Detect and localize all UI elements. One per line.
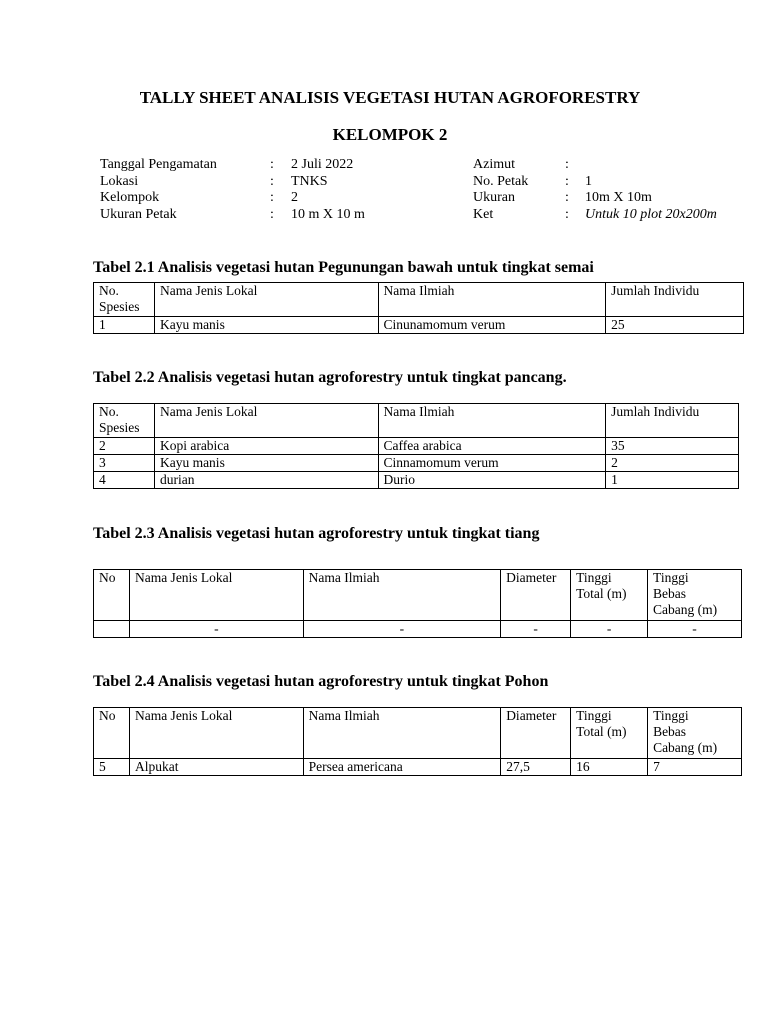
header-text: Spesies	[99, 299, 140, 314]
table-cell: Kopi arabica	[154, 438, 378, 455]
header-text: Total (m)	[576, 724, 627, 739]
info-value: 2 Juli 2022	[291, 157, 354, 172]
table-cell: Caffea arabica	[378, 438, 606, 455]
header-text: Tinggi	[576, 708, 612, 723]
document-subtitle: KELOMPOK 2	[332, 125, 448, 144]
table4-caption: Tabel 2.4 Analisis vegetasi hutan agroforestry untuk tingkat Pohon	[93, 673, 549, 690]
table-header-row	[94, 570, 742, 621]
table-cell: 2	[606, 455, 739, 472]
table-cell: 25	[606, 317, 744, 334]
header-text: Bebas	[653, 724, 687, 739]
table2	[93, 403, 739, 489]
info-value: 10 m X 10 m	[291, 206, 365, 222]
table-cell: -	[571, 621, 648, 638]
document-title: TALLY SHEET ANALISIS VEGETASI HUTAN AGROFORESTRY	[139, 88, 641, 107]
table-cell	[94, 621, 130, 638]
header-text: Tinggi	[653, 708, 689, 723]
table4	[93, 707, 742, 776]
header-text: Cabang (m)	[653, 740, 718, 755]
info-sep: :	[565, 173, 569, 189]
header-cell: Nama Ilmiah	[378, 283, 606, 317]
table-cell: 5	[94, 759, 130, 776]
table-row	[94, 317, 744, 334]
header-cell: Nama Ilmiah	[303, 708, 501, 759]
table-cell: 16	[571, 759, 648, 776]
header-cell	[94, 404, 155, 438]
table-cell: Persea americana	[303, 759, 501, 776]
header-cell: Nama Ilmiah	[303, 570, 501, 621]
header-text: No.	[99, 404, 119, 419]
table-header-row	[94, 708, 742, 759]
info-value: TNKS	[291, 173, 328, 189]
table-cell: Kayu manis	[154, 455, 378, 472]
header-cell	[94, 283, 155, 317]
header-text: Tinggi	[576, 570, 612, 585]
header-cell	[571, 708, 648, 759]
header-cell	[571, 570, 648, 621]
table1-caption: Tabel 2.1 Analisis vegetasi hutan Pegunungan bawah untuk tingkat semai	[93, 259, 594, 276]
header-cell: Nama Jenis Lokal	[154, 283, 378, 317]
info-label: Ukuran Petak	[100, 206, 177, 222]
info-block-right	[473, 157, 763, 223]
info-value: 1	[585, 173, 592, 189]
info-block-left	[100, 157, 460, 223]
info-sep: :	[270, 190, 274, 205]
info-label: No. Petak	[473, 173, 529, 189]
table-row	[94, 438, 739, 455]
info-value: 10m X 10m	[585, 190, 652, 205]
header-cell	[648, 708, 742, 759]
header-cell: Diameter	[501, 570, 571, 621]
header-text: Total (m)	[576, 586, 627, 601]
table-cell: -	[501, 621, 571, 638]
table-row	[94, 621, 742, 638]
table-cell: -	[648, 621, 742, 638]
info-sep: :	[270, 157, 274, 172]
info-label: Tanggal Pengamatan	[100, 157, 217, 172]
info-sep: :	[270, 173, 274, 189]
table-cell: 3	[94, 455, 155, 472]
table-cell: 1	[94, 317, 155, 334]
header-cell: Nama Jenis Lokal	[154, 404, 378, 438]
header-cell: Diameter	[501, 708, 571, 759]
header-cell: Jumlah Individu	[606, 404, 739, 438]
header-text: No.	[99, 283, 119, 298]
table-header-row	[94, 283, 744, 317]
table-header-row	[94, 404, 739, 438]
table-cell: 1	[606, 472, 739, 489]
table3-caption: Tabel 2.3 Analisis vegetasi hutan agroforestry untuk tingkat tiang	[93, 525, 540, 542]
header-text: Spesies	[99, 420, 140, 435]
header-cell: Nama Ilmiah	[378, 404, 606, 438]
info-value: Untuk 10 plot 20x200m	[585, 206, 717, 222]
header-cell	[648, 570, 742, 621]
table-cell: durian	[154, 472, 378, 489]
info-label: Kelompok	[100, 190, 160, 205]
table-cell: Cinnamomum verum	[378, 455, 606, 472]
info-value: 2	[291, 190, 298, 205]
table-row	[94, 455, 739, 472]
table-cell: 4	[94, 472, 155, 489]
table-cell: Alpukat	[129, 759, 303, 776]
info-label: Ket	[473, 206, 494, 222]
info-sep: :	[565, 157, 569, 172]
table-cell: 27,5	[501, 759, 571, 776]
header-cell: Jumlah Individu	[606, 283, 744, 317]
info-label: Ukuran	[473, 190, 515, 205]
table-row	[94, 759, 742, 776]
header-text: Cabang (m)	[653, 602, 718, 617]
table-cell: -	[129, 621, 303, 638]
header-cell: Nama Jenis Lokal	[129, 570, 303, 621]
table-cell: Cinunamomum verum	[378, 317, 606, 334]
info-sep: :	[565, 206, 569, 222]
table-cell: Kayu manis	[154, 317, 378, 334]
header-text: Bebas	[653, 586, 687, 601]
info-sep: :	[270, 206, 274, 222]
table-row	[94, 472, 739, 489]
header-cell: No	[94, 570, 130, 621]
header-cell: Nama Jenis Lokal	[129, 708, 303, 759]
table1	[93, 282, 744, 334]
table3	[93, 569, 742, 638]
table-cell: 7	[648, 759, 742, 776]
header-text: Tinggi	[653, 570, 689, 585]
table-cell: -	[303, 621, 501, 638]
info-label: Azimut	[473, 157, 515, 172]
table2-caption: Tabel 2.2 Analisis vegetasi hutan agroforestry untuk tingkat pancang.	[93, 369, 567, 386]
table-cell: Durio	[378, 472, 606, 489]
table-cell: 2	[94, 438, 155, 455]
info-label: Lokasi	[100, 173, 139, 189]
header-cell: No	[94, 708, 130, 759]
table-cell: 35	[606, 438, 739, 455]
info-sep: :	[565, 190, 569, 205]
